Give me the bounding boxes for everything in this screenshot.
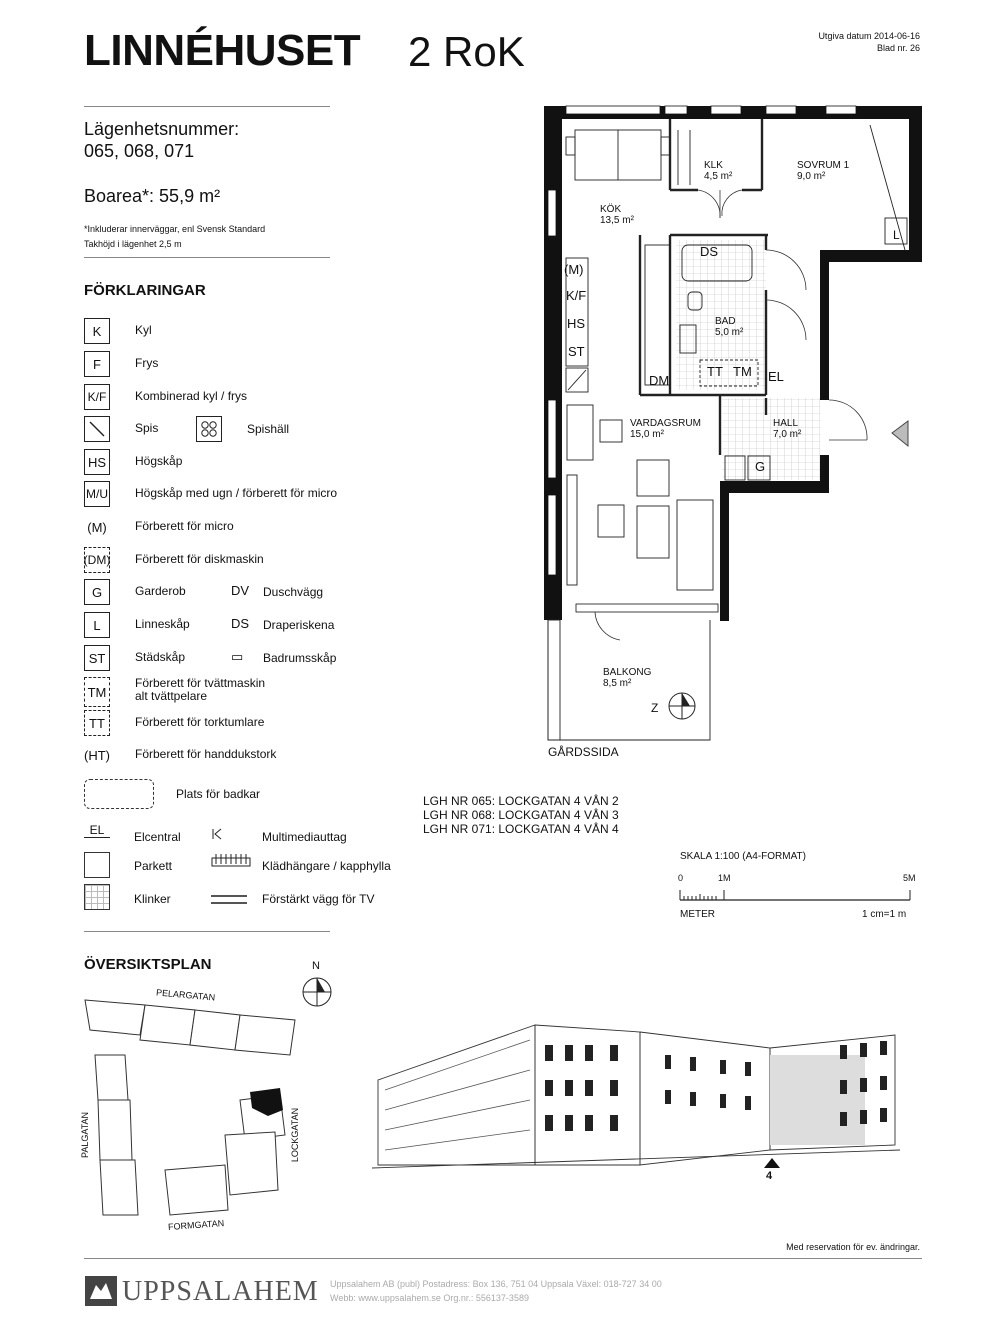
divider [84,257,330,258]
legend-item [84,318,414,344]
reservation-note: Med reservation för ev. ändringar. [786,1242,920,1252]
window [545,1045,553,1061]
legend-text: Städskåp [135,650,186,664]
legend-text: Kyl [135,323,152,337]
legend-text: Förberett för micro [135,519,234,533]
balcony-door [576,604,718,612]
sofa [677,500,713,590]
overview-heading: ÖVERSIKTSPLAN [84,956,212,973]
window [690,1092,696,1106]
coffee-table [637,460,669,496]
legend-text: Högskåp [135,454,183,468]
tile-swatch [84,884,110,910]
legend-text: Frys [135,356,159,370]
uppsalahem-logo-icon [84,1275,118,1307]
parquet-swatch [84,852,110,878]
building [98,1100,132,1160]
fp-washer-label: TM [733,364,752,379]
window [840,1045,847,1059]
fp-linen-label: L [893,228,900,242]
scale-ratio: 1 cm=1 m [862,909,907,920]
bathroom-cabinet-icon: ▭ [231,649,244,664]
floor-plan [540,100,930,760]
window [665,1055,671,1069]
fp-dryer-label: TT [707,364,723,379]
window [840,1080,847,1094]
window [585,1080,593,1096]
legend-symbol: TT [84,710,110,736]
legend-symbol: TM [84,677,110,707]
fp-micro-label: (M) [564,262,584,277]
street-label: LOCKGATAN [290,1107,301,1163]
legend-item [84,579,414,605]
legend-text: Badrumsskåp [263,651,337,665]
window [766,106,796,114]
window [880,1041,887,1055]
window [610,1045,618,1061]
bathtub-icon [84,779,154,809]
reinforced-wall-icon [211,895,247,904]
legend-text: Garderob [135,584,186,598]
legend-text: Förstärkt vägg för TV [262,892,375,906]
building [235,1015,295,1055]
chair [598,505,624,537]
compass-icon [669,693,695,719]
door-swing [766,300,806,340]
chair [566,137,575,155]
window [720,1060,726,1074]
window [545,1080,553,1096]
scale-tick-label: 0 [678,873,684,883]
entrance-marker-icon [764,1158,780,1168]
window [665,1090,671,1104]
room-area: 7,0 m² [773,429,802,440]
window [565,1045,573,1061]
window [860,1043,867,1057]
room-area: 15,0 m² [630,429,664,440]
window [548,495,556,575]
building [190,1010,240,1050]
legend-item [84,547,414,573]
wall-east-mid [820,250,829,400]
building [140,1005,195,1045]
apartment-address-line: LGH NR 068: LOCKGATAN 4 VÅN 3 [423,808,619,822]
balcony-line [385,1100,530,1130]
legend-item [84,612,414,638]
legend-text: Elcentral [134,830,181,844]
room-area: 8,5 m² [603,678,632,689]
room-name: SOVRUM 1 [797,160,850,171]
legend-text: Draperiskena [263,618,335,632]
stove-icon [84,416,110,442]
armchair [600,420,622,442]
building-perspective [372,1010,900,1185]
legend-item [84,351,414,377]
highlighted-section [770,1055,865,1145]
room-name: KÖK [600,204,622,215]
legend-item [84,514,414,540]
room-label [603,667,651,689]
clothes-rail-icon [211,852,251,873]
ceiling-note: Takhöjd i lägenhet 2,5 m [84,239,182,249]
legend-text: Förberett för handdukstork [135,747,277,761]
room-label [773,418,801,440]
balcony-line [385,1130,530,1150]
scale-tick-label: 1M [718,873,731,883]
legend-symbol: G [84,579,110,605]
legend-symbol: K/F [84,384,110,410]
building [85,1000,145,1035]
wall-hall-south [720,481,829,493]
window [690,1057,696,1071]
room-label [715,316,743,338]
legend-symbol: HS [84,449,110,475]
room-name: BAD [715,316,736,327]
wall-step [820,250,922,262]
legend-text: Plats för badkar [176,787,261,801]
scale-bar [676,884,916,904]
divider [84,106,330,107]
room-label [704,160,732,182]
wall-corner [544,602,560,620]
scale-title: SKALA 1:100 (A4-FORMAT) [680,851,806,862]
legend-symbol: DV [231,583,250,598]
issue-date: Utgiva datum 2014-06-16 [818,31,920,41]
wall-living-east [720,481,729,621]
door-swing [698,190,720,218]
room-area: 4,5 m² [704,171,733,182]
multimedia-outlet-icon [210,828,224,843]
area-note: *Inkluderar innerväggar, enl Svensk Standard [84,224,266,234]
window [545,1115,553,1131]
fp-dishwasher-label: DM [649,373,670,388]
company-logo-text: UPPSALAHEM [122,1276,319,1307]
legend-symbol: K [84,318,110,344]
fp-curtain-rail-label: DS [700,244,719,259]
legend-item [84,710,414,736]
building [100,1160,138,1215]
legend-text-line: alt tvättpelare [135,689,208,703]
window [548,400,556,478]
stove-line [568,370,586,390]
legend-symbol: M/U [84,481,110,507]
page-title: LINNÉHUSET [84,26,361,75]
door-swing [829,400,867,440]
room-name: HALL [773,418,799,429]
fp-fridge-freezer-label: K/F [566,288,587,303]
room-name: BALKONG [603,667,652,678]
entrance-arrow-icon [892,421,908,446]
window [566,106,660,114]
north-label: N [312,960,320,972]
legend-text: Multimediauttag [262,830,347,844]
door-swing [766,250,806,290]
apartment-area: Boarea*: 55,9 m² [84,186,221,206]
window [548,190,556,236]
balcony-line [385,1040,530,1090]
window [880,1076,887,1090]
legend-symbol: (HT) [84,747,110,763]
legend-text: Högskåp med ugn / förberett för micro [135,486,338,500]
issue-meta [818,30,920,54]
legend-text [135,677,265,703]
site-plan [78,985,318,1230]
sheet-number: Blad nr. 26 [876,43,920,53]
window [585,1045,593,1061]
room-area: 13,5 m² [600,215,634,226]
tv-wall [567,475,577,585]
sideboard [567,405,593,460]
legend-text: Parkett [134,859,173,873]
apartment-address-line: LGH NR 065: LOCKGATAN 4 VÅN 2 [423,794,619,808]
legend-text: Duschvägg [263,585,324,599]
apartment-address-line: LGH NR 071: LOCKGATAN 4 VÅN 4 [423,822,619,836]
contact-info: Webb: www.uppsalahem.se Org.nr.: 556137-3589 [330,1293,529,1303]
legend-symbol: ST [84,645,110,671]
scale-unit: METER [680,909,715,920]
room-label [797,160,849,182]
legend-item [84,645,414,671]
kitchen-counter [645,245,670,385]
legend-symbol: L [84,612,110,638]
legend-symbol: F [84,351,110,377]
courtyard-label: GÅRDSSIDA [548,745,619,759]
window [826,106,856,114]
electrical-central-icon: EL [84,823,110,838]
door-swing [595,612,620,640]
chair [661,137,670,155]
legend-symbol: (M) [87,519,107,535]
legend-item [84,742,414,768]
street-label: PALGATAN [80,1111,91,1159]
legend-text: Spishäll [247,422,290,436]
balcony-rail [548,620,560,740]
window [840,1112,847,1126]
window [860,1078,867,1092]
window [745,1096,751,1110]
window [745,1062,751,1076]
legend-text: Linneskåp [135,617,190,631]
window [565,1080,573,1096]
fp-electrical-label: EL [768,369,784,384]
legend-item [84,481,414,507]
window [665,106,687,114]
legend-item [84,449,414,475]
room-area: 5,0 m² [715,327,744,338]
window [860,1110,867,1124]
entrance-number: 4 [766,1170,773,1182]
scale-tick-label: 5M [903,873,916,883]
divider [84,931,330,932]
window [610,1080,618,1096]
fp-compass-label: Z [651,701,659,715]
apartment-numbers: 065, 068, 071 [84,141,195,161]
apartment-number-label: Lägenhetsnummer: [84,119,240,139]
contact-info: Uppsalahem AB (publ) Postadress: Box 136, 751 04 Uppsala Växel: 018-727 34 00 [330,1279,662,1289]
room-label [630,418,701,440]
legend-text: Kombinerad kyl / frys [135,389,248,403]
legend-text-line: Förberett för tvättmaskin [135,676,266,690]
window [880,1108,887,1122]
street-label: FORMGATAN [167,1218,225,1232]
window [565,1115,573,1131]
footer-divider [84,1258,922,1259]
building [165,1165,228,1215]
door-swing [722,190,742,216]
legend-symbol: (DM) [84,547,110,573]
window [585,1115,593,1131]
fp-wardrobe-label: G [755,459,766,474]
legend-symbol: DS [231,616,250,631]
hall-tiles [722,398,820,480]
fp-tall-cabinet-label: HS [567,316,586,331]
legend-item [84,677,414,709]
building [95,1055,128,1100]
legend-text: Klinker [134,892,171,906]
legend-text: Förberett för diskmaskin [135,552,264,566]
room-name: VARDAGSRUM [630,418,701,429]
legend-text: Förberett för torktumlare [135,715,265,729]
building [225,1132,278,1195]
room-area: 9,0 m² [797,171,826,182]
page-subtitle: 2 RoK [408,28,525,75]
street-label: PELARGATAN [155,987,216,1003]
sofa-table [637,506,669,558]
window [720,1094,726,1108]
legend-heading: FÖRKLARINGAR [84,282,206,299]
wall-east-upper [909,106,922,262]
window [610,1115,618,1131]
legend-text: Spis [135,421,159,435]
fp-cleaning-cabinet-label: ST [568,344,585,359]
balcony-line [385,1070,530,1110]
room-name: KLK [704,160,723,171]
legend-item [84,416,414,442]
room-label [600,204,634,226]
hob-icon [196,416,222,442]
window [711,106,741,114]
legend-text: Klädhängare / kapphylla [262,859,391,873]
legend-item [84,384,414,410]
